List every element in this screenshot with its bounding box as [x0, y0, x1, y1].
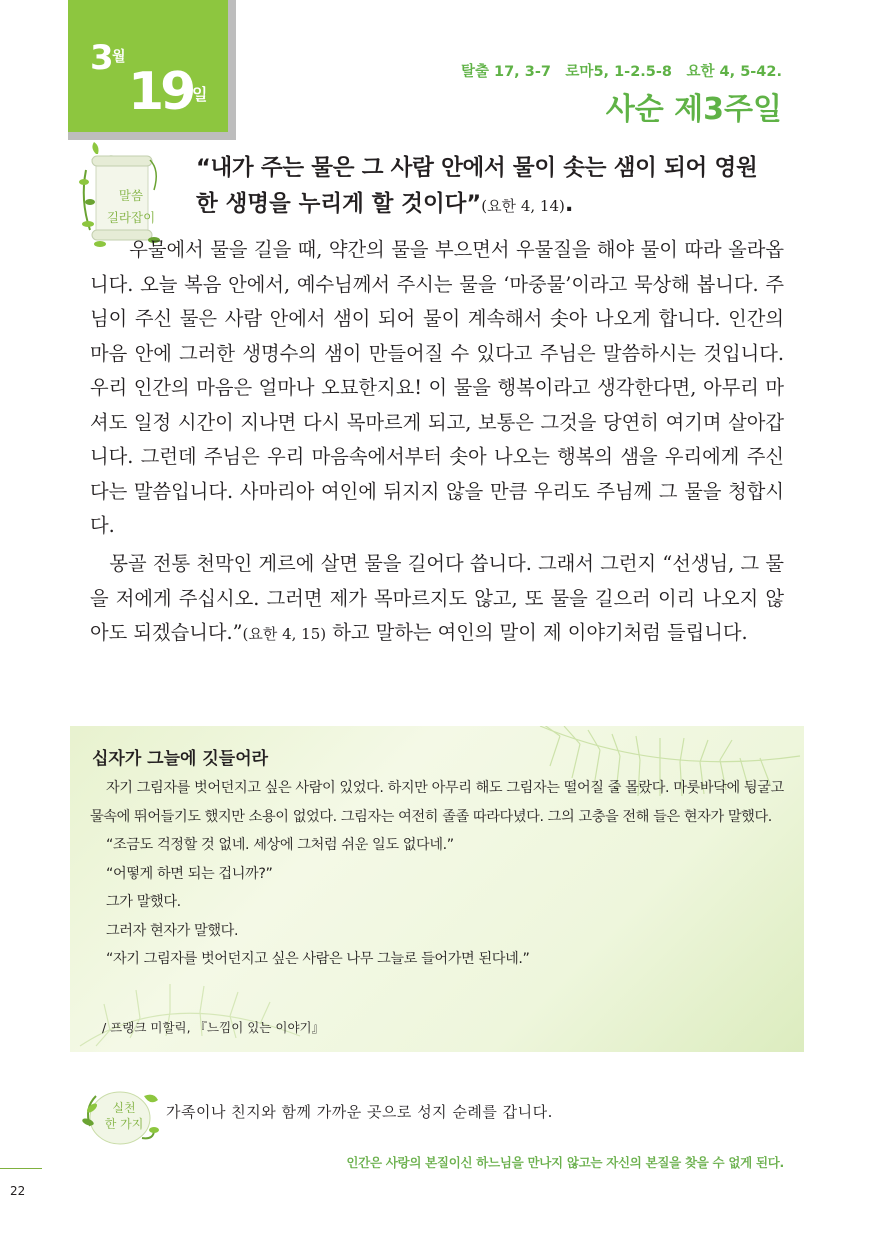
key-verse-end: . [564, 191, 574, 217]
page-number: 22 [10, 1184, 26, 1198]
closing-quote: 인간은 사랑의 본질이신 하느님을 만나지 않고는 자신의 본질을 찾을 수 없게 된다. [346, 1155, 784, 1170]
practice-label-line1: 실천 [112, 1101, 136, 1115]
paragraph2-after: 하고 말하는 여인의 말이 제 이야기처럼 들립니다. [326, 621, 748, 644]
reflection-paragraph-2 [90, 547, 784, 652]
page-number-rule [0, 1168, 42, 1169]
practice-label-line2: 한 가지 [104, 1117, 144, 1131]
season-title: 사순 제3주일 [605, 92, 782, 127]
practice-text: 가족이나 친지와 함께 가까운 곳으로 성지 순례를 갑니다. [166, 1103, 553, 1121]
story-source: / 프랭크 미할릭, 『느낌이 있는 이야기』 [102, 1020, 325, 1035]
word-guide-label-line2: 길라잡이 [106, 210, 156, 225]
paragraph2-reference: (요한 4, 15) [242, 625, 327, 643]
word-guide-label-line1: 말씀 [118, 188, 144, 203]
story-line: “자기 그림자를 벗어던지고 싶은 사람은 나무 그늘로 들어가면 된다네.” [106, 951, 530, 967]
date-block [68, 0, 228, 132]
practice-label [94, 1100, 154, 1132]
word-guide-label [96, 185, 166, 229]
reflection-paragraph-1: 우물에서 물을 길을 때, 약간의 물을 부으면서 우물질을 해야 물이 따라 올라옵니다. 오늘 복음 안에서, 예수님께서 주시는 물을 ‘마중물’이라고 묵상해 봅니다. 주님이 주신 물은 사람 안에서 샘이 되어 물이 계속해서 솟아 나오게 합니다. 인간의 마음 안에 그러한 생명수의 샘이 만들어질 수 있다고 주님은 말씀하시는 것입니다. 우리 인간의 마음은 얼마나 오묘한지요! 이 물을 행복이라고 생각한다면, 아무리 마셔도 일정 시간이 지나면 다시 목마르게 되고, 보통은 그것을 당연히 여기며 살아갑니다. 그런데 주님은 우리 마음속에서부터 솟아 나오는 행복의 샘을 우리에게 주신다는 말씀입니다. 사마리아 여인에 뒤지지 않을 만큼 우리도 주님께 그 물을 청합시다. [90, 238, 784, 537]
key-verse-line1: “내가 주는 물은 그 사람 안에서 물이 솟는 샘이 되어 영원 [196, 155, 758, 181]
key-verse-line2: 한 생명을 누리게 할 것이다” [196, 191, 482, 217]
paragraph2-before: 몽골 전통 천막인 게르에 살면 물을 길어다 씁니다. 그래서 그런지 “선생님, 그 물을 저에게 주십시오. 그러면 제가 목마르지도 않고, 또 물을 길으러 이리 나오지 않아도 되겠습니다.” [90, 552, 784, 644]
key-verse-reference: (요한 4, 14) [481, 197, 565, 215]
story-line: “어떻게 하면 되는 겁니까?” [106, 865, 273, 882]
story-box [70, 726, 804, 1052]
story-line: “조금도 걱정할 것 없네. 세상에 그처럼 쉬운 일도 없다네.” [106, 837, 454, 853]
story-line: 그러자 현자가 말했다. [106, 922, 239, 939]
month-number: 3 [90, 38, 114, 78]
day-unit: 일 [192, 85, 208, 104]
month-unit: 월 [112, 49, 126, 65]
scripture-readings: 탈출 17, 3-7 로마5, 1-2.5-8 요한 4, 5-42. [460, 64, 782, 80]
story-text [90, 774, 788, 974]
story-line: 그가 말했다. [106, 894, 181, 910]
story-title: 십자가 그늘에 깃들어라 [92, 749, 269, 769]
key-verse-quote [196, 150, 786, 224]
key-verse-line2-wrap [196, 186, 786, 224]
day-number: 19 [128, 62, 193, 122]
story-paragraph: 자기 그림자를 벗어던지고 싶은 사람이 있었다. 하지만 아무리 해도 그림자는 떨어질 줄 몰랐다. 마룻바닥에 뒹굴고 물속에 뛰어들기도 했지만 소용이 없었다. 그림자는 여전히 졸졸 따라다녔다. 그의 고충을 전해 들은 현자가 말했다. [90, 780, 784, 825]
